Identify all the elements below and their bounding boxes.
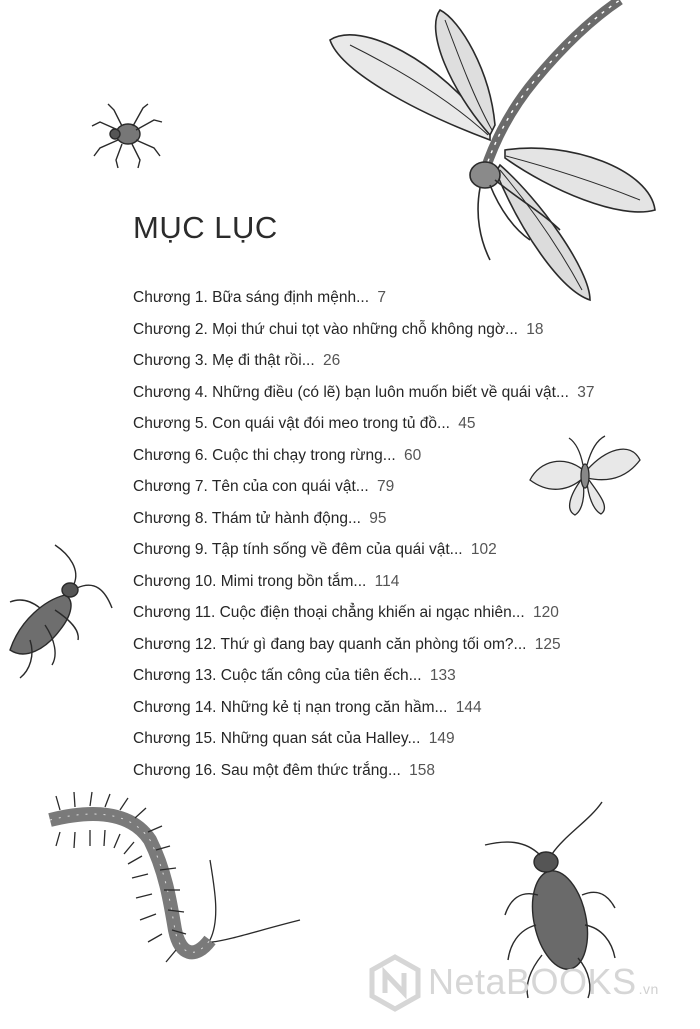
chapter-separator: ... (505, 320, 518, 338)
chapter-title: Chương 6. Cuộc thi chạy trong rừng (133, 446, 383, 464)
chapter-page: 18 (526, 320, 544, 338)
chapter-separator: ... (353, 572, 367, 590)
chapter-page: 133 (429, 667, 456, 684)
chapter-page: 26 (322, 352, 341, 369)
toc-item (133, 600, 594, 632)
chapter-page: 102 (470, 541, 497, 558)
chapter-title: Chương 1. Bữa sáng định mệnh (133, 289, 357, 306)
chapter-separator: ... (348, 509, 361, 527)
chapter-title: Chương 5. Con quái vật đói meo trong tủ đồ (133, 415, 438, 432)
toc-item (133, 380, 594, 412)
toc-item (133, 348, 594, 380)
toc-list (133, 285, 594, 789)
beetle-icon (0, 540, 120, 680)
chapter-page: 37 (577, 383, 595, 401)
watermark (368, 955, 698, 1015)
chapter-title: Chương 16. Sau một đêm thức trắng (133, 761, 388, 779)
chapter-title: Chương 14. Những kẻ tị nạn trong căn hầm (133, 698, 435, 716)
chapter-separator: ... (387, 761, 401, 779)
chapter-page: 95 (369, 509, 387, 527)
chapter-page: 120 (532, 604, 559, 621)
toc-item (133, 632, 594, 664)
chapter-page: 79 (377, 478, 395, 495)
chapter-page: 45 (458, 415, 476, 432)
chapter-title: Chương 9. Tập tính sống về đêm của quái vật (133, 541, 450, 558)
chapter-page: 158 (409, 761, 436, 779)
toc-item (133, 695, 594, 727)
toc-item (133, 537, 594, 569)
toc-item (133, 663, 594, 695)
chapter-separator: ... (449, 541, 463, 558)
toc-item (133, 411, 594, 443)
netabooks-logo-icon (368, 955, 422, 1011)
chapter-page: 125 (534, 635, 561, 653)
chapter-separator: ... (555, 383, 569, 401)
chapter-separator: ... (356, 289, 369, 306)
toc-item (133, 317, 594, 349)
chapter-separator: ... (511, 604, 525, 621)
chapter-separator: ... (434, 698, 448, 716)
chapter-page: 144 (455, 698, 482, 716)
centipede-icon (30, 790, 330, 990)
chapter-title: Chương 13. Cuộc tấn công của tiên ếch (133, 667, 409, 684)
chapter-title: Chương 2. Mọi thứ chui tọt vào những chỗ không ngờ (133, 320, 506, 338)
dragonfly-icon (320, 0, 700, 320)
watermark-text: NetaBOOKS (428, 961, 637, 1002)
chapter-title: Chương 8. Thám tử hành động (133, 509, 349, 527)
watermark-suffix: .vn (638, 981, 659, 997)
chapter-separator: ... (407, 730, 421, 747)
chapter-page: 114 (374, 572, 400, 590)
toc-item (133, 569, 594, 601)
chapter-title: Chương 10. Mimi trong bồn tắm (133, 572, 354, 590)
chapter-title: Chương 3. Mẹ đi thật rồi (133, 352, 302, 369)
chapter-separator: ... (437, 415, 450, 432)
chapter-title: Chương 15. Những quan sát của Halley (133, 730, 408, 747)
chapter-separator: ... (513, 635, 527, 653)
chapter-separator: ... (355, 478, 369, 495)
chapter-title: Chương 4. Những điều (có lẽ) bạn luôn muốn biết về quái vật (133, 383, 556, 401)
page-title: MỤC LỤC (133, 210, 278, 245)
chapter-page: 7 (377, 289, 386, 306)
spider-icon (88, 100, 168, 170)
chapter-title: Chương 12. Thứ gì đang bay quanh căn phòng tối om? (133, 635, 514, 653)
chapter-title: Chương 11. Cuộc điện thoại chẳng khiến ai ngạc nhiên (133, 604, 512, 621)
chapter-page: 149 (428, 730, 455, 747)
chapter-separator: ... (301, 352, 315, 369)
chapter-separator: ... (408, 667, 422, 684)
toc-item (133, 506, 594, 538)
chapter-title: Chương 7. Tên của con quái vật (133, 478, 356, 495)
toc-item (133, 443, 594, 475)
chapter-page: 60 (404, 446, 422, 464)
toc-item (133, 726, 594, 758)
toc-item (133, 758, 594, 790)
toc-item (133, 285, 594, 317)
chapter-separator: ... (382, 446, 396, 464)
toc-item (133, 474, 594, 506)
